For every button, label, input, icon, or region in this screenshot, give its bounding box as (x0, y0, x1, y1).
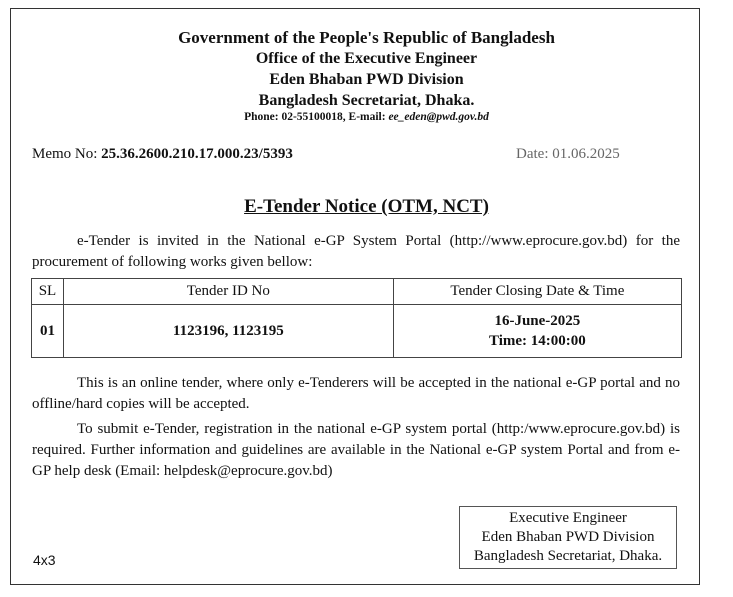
online-tender-paragraph: This is an online tender, where only e-Tenderers will be accepted in the national e-GP portal and no offline/hard copies will be accepted. (32, 375, 680, 412)
cell-tender-ids: 1123196, 1123195 (63, 305, 393, 358)
registration-paragraph: To submit e-Tender, registration in the national e-GP system portal (http:/www.eprocure.gov.bd) is required. Further information and guidelines are available in the National e-GP system Portal and from e-GP help desk (Email: helpdesk@eprocure.gov.bd) (32, 421, 680, 479)
cell-sl: 01 (32, 305, 64, 358)
header-division: Eden Bhaban PWD Division (269, 71, 464, 88)
header-closing: Tender Closing Date & Time (393, 279, 681, 305)
header-government: Government of the People's Republic of Bangladesh (178, 28, 555, 47)
contact-email: ee_eden@pwd.gov.bd (388, 111, 489, 123)
closing-time: Time: 14:00:00 (488, 333, 586, 349)
table-row (32, 305, 682, 358)
closing-date: 16-June-2025 (494, 313, 581, 329)
notice-title: E-Tender Notice (OTM, NCT) (244, 196, 489, 217)
header-address: Bangladesh Secretariat, Dhaka. (258, 92, 475, 109)
memo-number: 25.36.2600.210.17.000.23/5393 (101, 146, 293, 162)
memo-date: Date: 01.06.2025 (516, 146, 620, 162)
signature-block (459, 506, 677, 569)
memo-line (32, 146, 293, 163)
signature-title: Executive Engineer (509, 510, 627, 526)
memo-label: Memo No: (32, 146, 102, 162)
contact-phone: Phone: 02-55100018, E-mail: (244, 111, 389, 123)
signature-division: Eden Bhaban PWD Division (481, 529, 655, 545)
header-office: Office of the Executive Engineer (255, 50, 478, 67)
cell-closing (393, 305, 681, 358)
header-tender-id: Tender ID No (63, 279, 393, 305)
signature-address: Bangladesh Secretariat, Dhaka. (473, 548, 663, 564)
corner-label: 4x3 (33, 552, 56, 568)
header-sl: SL (32, 279, 64, 305)
tender-table (31, 278, 682, 358)
table-header-row (32, 279, 682, 305)
header-contact (0, 107, 733, 128)
intro-paragraph: e-Tender is invited in the National e-GP System Portal (http://www.eprocure.gov.bd) for the procurement of following works given bellow: (32, 233, 680, 270)
